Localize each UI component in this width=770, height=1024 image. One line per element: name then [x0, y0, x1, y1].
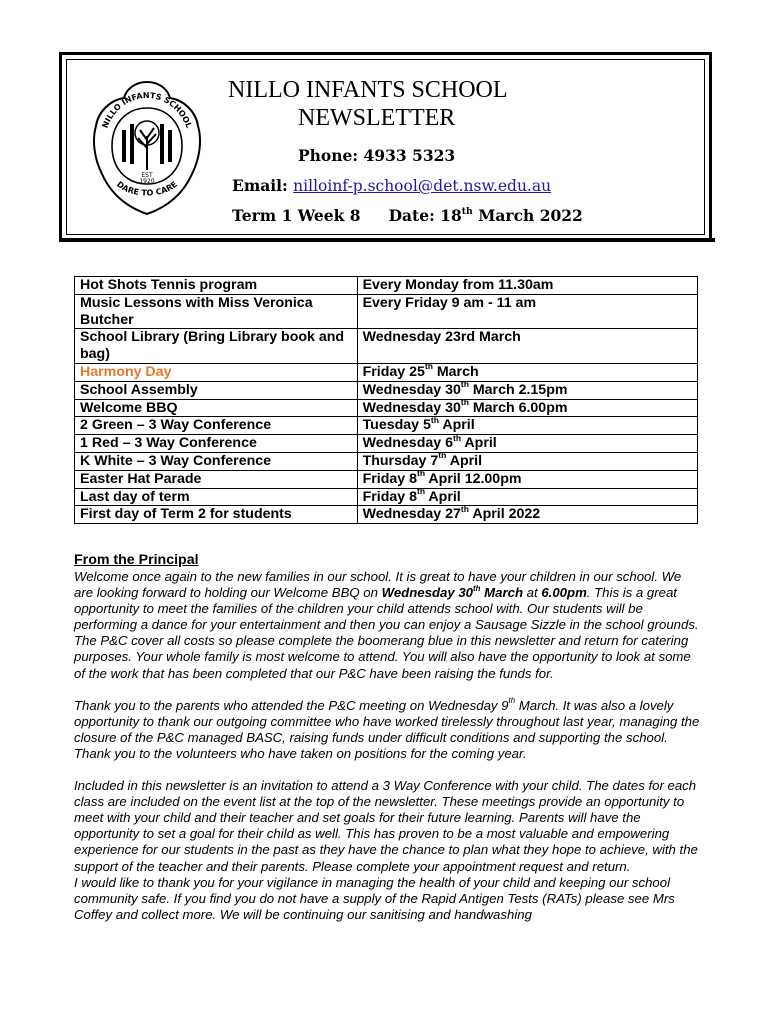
event-name-cell: 1 Red – 3 Way Conference	[75, 435, 358, 453]
event-date-cell: Friday 8th April	[357, 488, 697, 506]
phone-number: Phone: 4933 5323	[298, 146, 456, 165]
table-row	[75, 488, 698, 506]
event-name-cell: K White – 3 Way Conference	[75, 452, 358, 470]
email-label: Email:	[232, 176, 288, 195]
events-table	[74, 276, 698, 524]
event-name-cell: Welcome BBQ	[75, 399, 358, 417]
event-date-cell: Wednesday 30th March 6.00pm	[357, 399, 697, 417]
issue-date: Date: 18th March 2022	[388, 205, 583, 225]
event-date-cell: Wednesday 30th March 2.15pm	[357, 381, 697, 399]
svg-text:EST: EST	[141, 172, 153, 179]
event-name-cell: Easter Hat Parade	[75, 470, 358, 488]
title-line-1: NILLO INFANTS SCHOOL	[228, 77, 508, 103]
principal-paragraph-4: I would like to thank you for your vigilance in managing the health of your child and keeping our school community safe. If you find you do not have a supply of the Rapid Antigen Tests (RATs) please see Mrs Coffey and collect more. We will be continuing our sanitising and handwashing	[74, 874, 675, 922]
event-date-cell: Friday 25th March	[357, 363, 697, 381]
event-date-cell: Every Friday 9 am - 11 am	[357, 294, 697, 329]
principal-paragraph-3: Included in this newsletter is an invitation to attend a 3 Way Conference with your child. The dates for each class are included on the event list at the top of the newsletter. These meetings provide an opportunity to meet with your child and their teacher and set goals for their future learning. Parents will have the opportunity to set a goal for their child as well. This has proven to be a most valuable and empowering experience for our students in the past as they have the chance to plan what they hope to achieve, with the support of the teacher and their parents. Please complete your appointment request and return.	[74, 778, 698, 874]
event-date-cell: Wednesday 23rd March	[357, 329, 697, 364]
event-date-cell: Every Monday from 11.30am	[357, 277, 697, 295]
term-date-line	[232, 206, 583, 225]
event-name-cell: Last day of term	[75, 488, 358, 506]
header-shadow	[59, 238, 715, 242]
email-link[interactable]: nilloinf-p.school@det.nsw.edu.au	[293, 177, 552, 195]
event-name-cell: 2 Green – 3 Way Conference	[75, 417, 358, 435]
event-date-cell: Friday 8th April 12.00pm	[357, 470, 697, 488]
table-row	[75, 470, 698, 488]
table-row	[75, 277, 698, 295]
event-name-cell: Hot Shots Tennis program	[75, 277, 358, 295]
event-date-cell: Wednesday 27th April 2022	[357, 506, 697, 524]
newsletter-title	[228, 76, 628, 132]
event-date-cell: Tuesday 5th April	[357, 417, 697, 435]
event-date-cell: Wednesday 6th April	[357, 435, 697, 453]
term-week: Term 1 Week 8	[232, 206, 361, 225]
event-name-cell: Harmony Day	[75, 363, 358, 381]
event-name-cell: First day of Term 2 for students	[75, 506, 358, 524]
svg-text:DARE TO CARE: DARE TO CARE	[115, 179, 179, 198]
title-line-2: NEWSLETTER	[298, 105, 456, 131]
table-row	[75, 452, 698, 470]
event-name-cell: School Assembly	[75, 381, 358, 399]
event-name-cell: Music Lessons with Miss Veronica Butcher	[75, 294, 358, 329]
principal-heading: From the Principal	[74, 552, 199, 568]
table-row	[75, 399, 698, 417]
table-row	[75, 329, 698, 364]
table-row	[75, 381, 698, 399]
svg-text:NILLO INFANTS SCHOOL: NILLO INFANTS SCHOOL	[100, 90, 194, 130]
event-name-cell: School Library (Bring Library book and bag)	[75, 329, 358, 364]
table-row	[75, 363, 698, 381]
school-crest-icon	[88, 78, 206, 218]
svg-text:1920: 1920	[139, 178, 155, 185]
table-row	[75, 435, 698, 453]
principal-paragraph-1: Welcome once again to the new families in our school. It is great to have your children in our school. We are looking forward to holding our Welcome BBQ on Wednesday 30th March at 6.00pm. This is a great opportunity to meet the families of the children your child attends school with. Our students will be performing a dance for your entertainment and then you can enjoy a Sausage Sizzle in the school grounds. The P&C cover all costs so please complete the boomerang blue in this newsletter and return for catering purposes. Your whole family is most welcome to attend. You will also have the opportunity to look at some of the work that has been completed that our P&C have been raising the funds for.	[74, 569, 699, 681]
table-row	[75, 294, 698, 329]
email-line	[232, 176, 551, 195]
principal-paragraph-2: Thank you to the parents who attended the P&C meeting on Wednesday 9th March. It was also a lovely opportunity to thank our outgoing committee who have worked tirelessly throughout last year, managing the closure of the P&C managed BASC, raising funds under difficult conditions and supporting the school. Thank you to the volunteers who have taken on positions for the coming year.	[74, 696, 700, 761]
event-date-cell: Thursday 7th April	[357, 452, 697, 470]
table-row	[75, 506, 698, 524]
table-row	[75, 417, 698, 435]
principal-section	[74, 552, 702, 923]
